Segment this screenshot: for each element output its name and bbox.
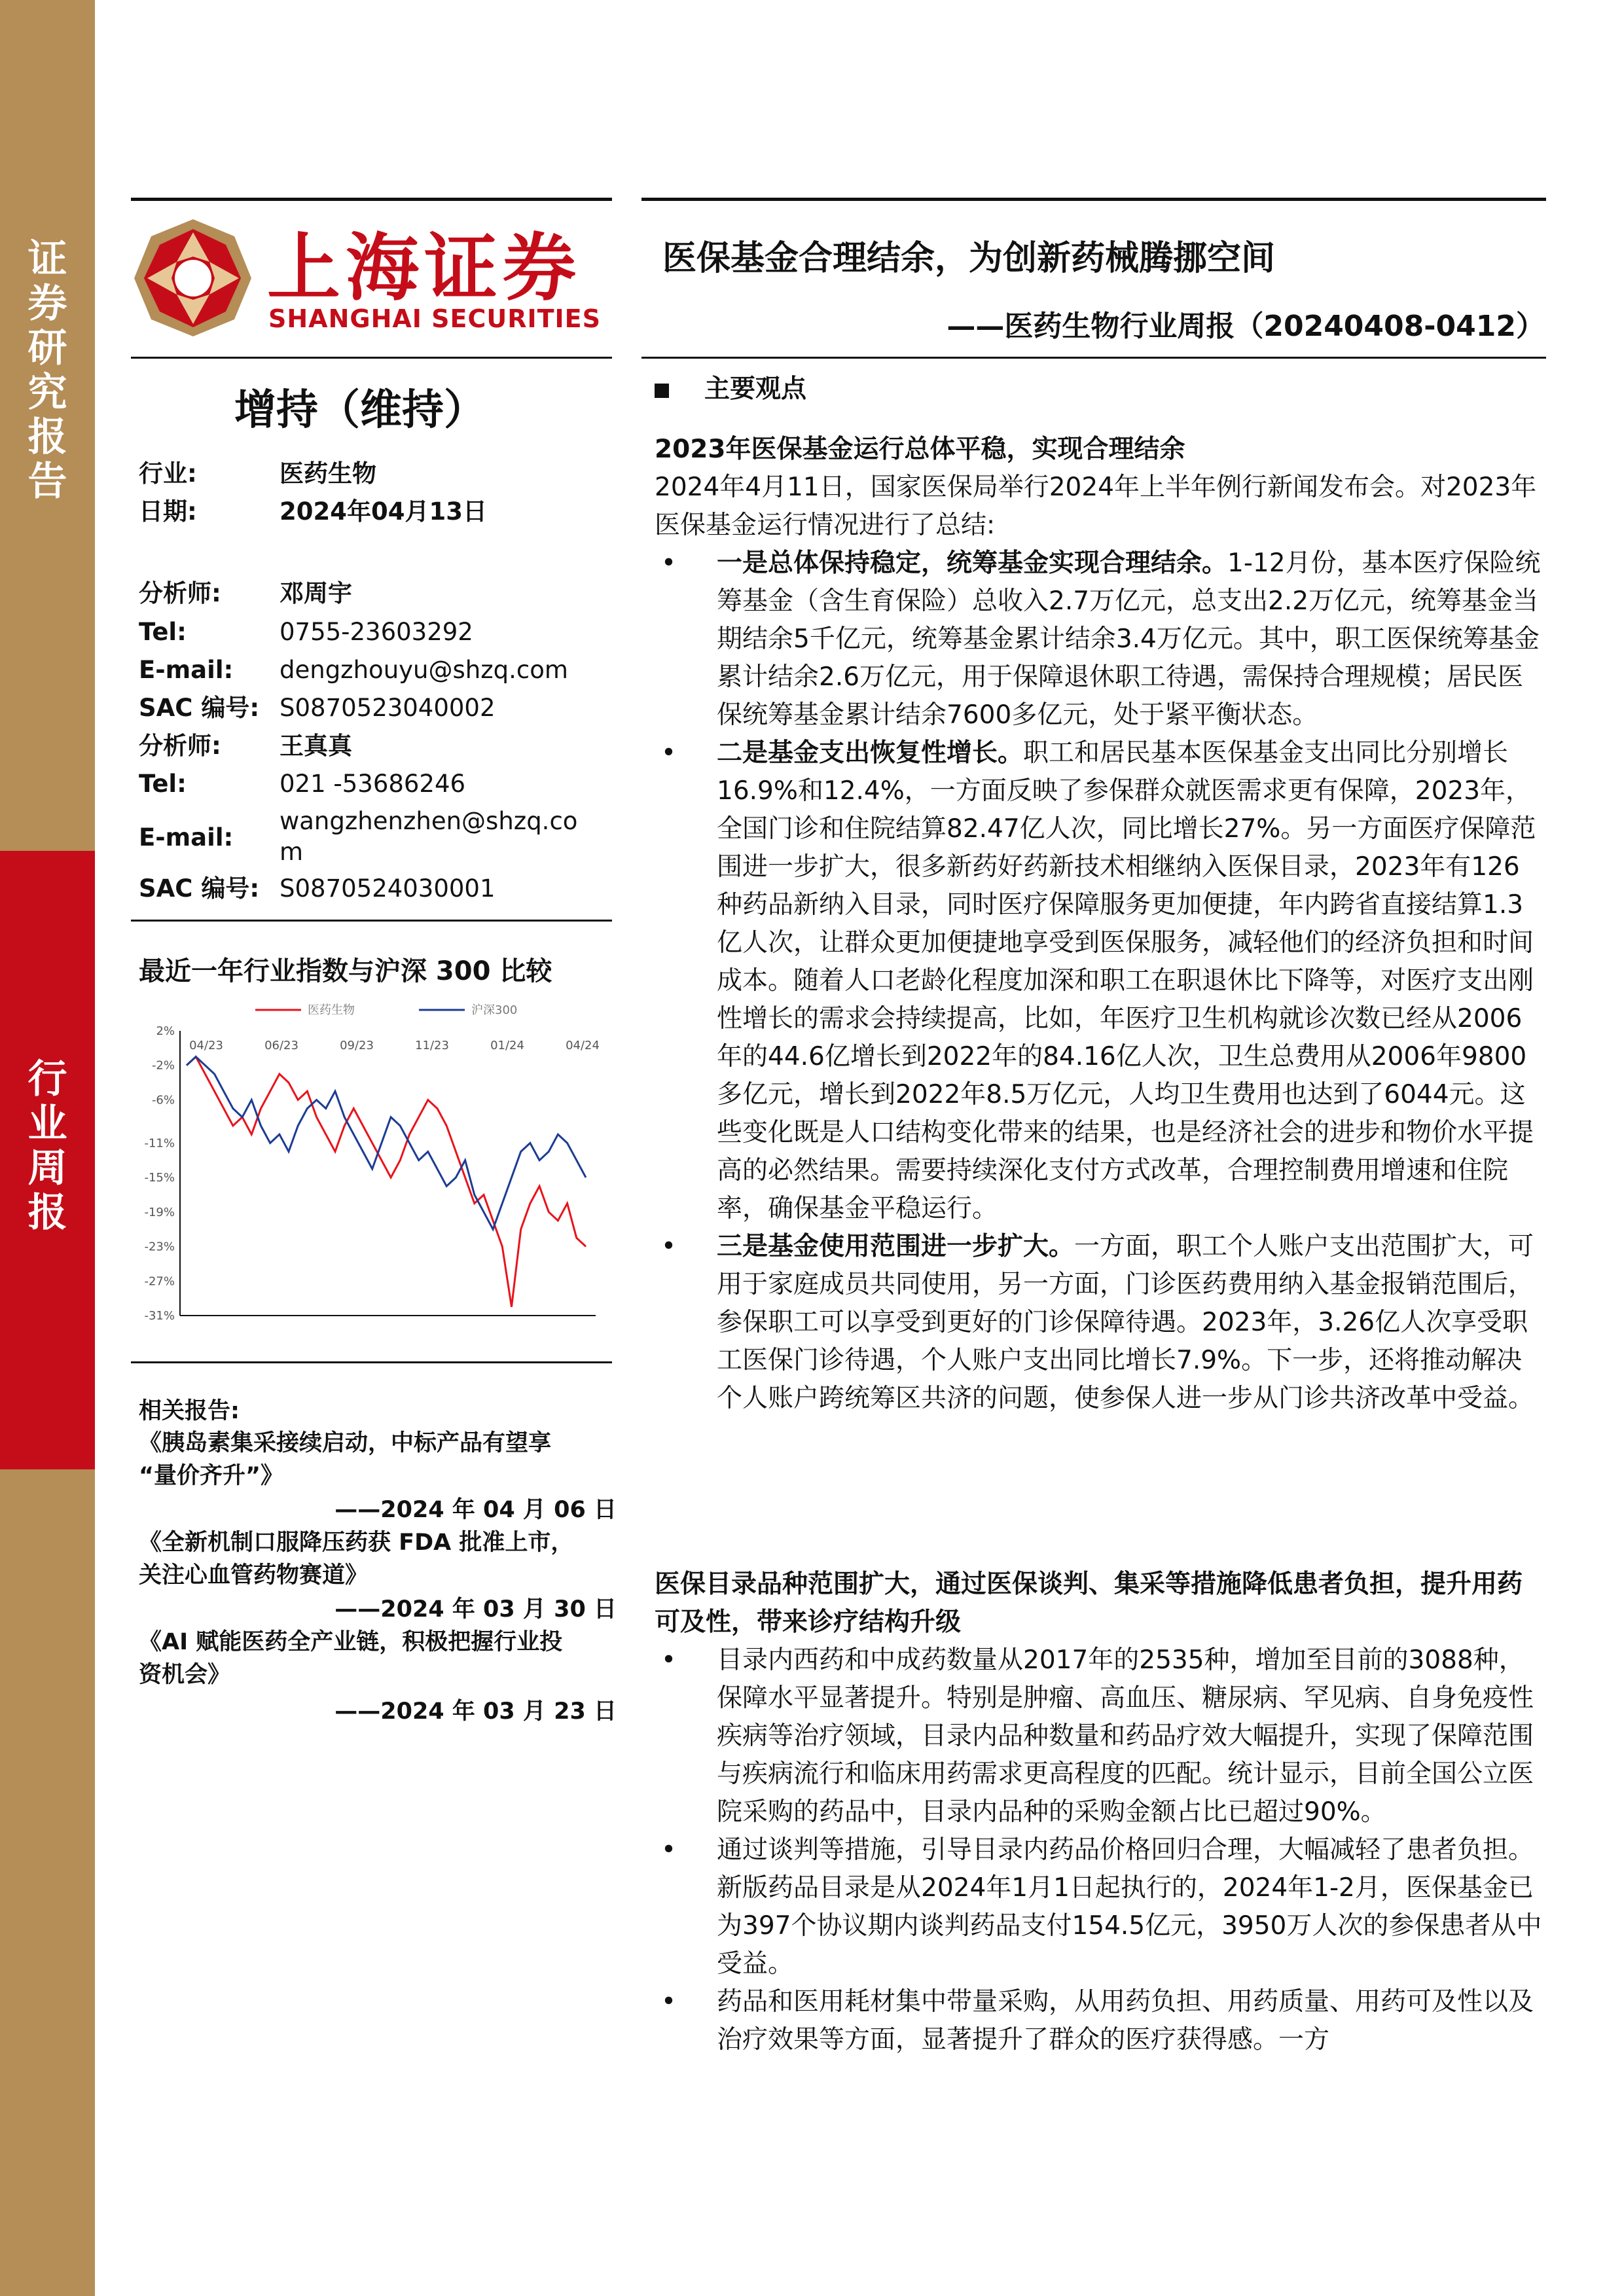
sac-label: SAC 编号: [139,694,260,722]
y-tick-label: -15% [144,1171,175,1185]
related-report-1-date: ——2024 年 04 月 06 日 [334,1497,617,1523]
sidebar-char: 业 [27,1101,67,1147]
sidebar-char: 券 [27,281,67,327]
tel-label: Tel: [139,770,187,798]
analyst-name: 邓周宇 [280,579,352,607]
section-2-bullet: • 通过谈判等措施，引导目录内药品价格回归合理，大幅减轻了患者负担。新版药品目录是从2024年1月1日起执行的，2024年1-2月，医保基金已为397个协议期内谈判药品支付154.5亿元，3950万人次的参保患者从中受益。 [655,1831,1545,1983]
email-value-line2[interactable]: m [280,838,304,866]
sidebar-top-label [0,237,95,504]
related-report-line: 《全新机制口服降压药获 FDA 批准上市， [139,1530,574,1556]
section-2-bullet: • 药品和医用耗材集中带量采购，从用药负担、用药质量、用药可及性以及治疗效果等方面，显著提升了群众的医疗获得感。一方 [655,1983,1545,2059]
sidebar-char: 报 [27,1190,67,1236]
sac-value: S0870523040002 [280,694,496,722]
y-tick-label: -31% [144,1309,175,1323]
chart-rule-top [131,920,612,922]
section-2-heading: 医保目录品种范围扩大，通过医保谈判、集采等措施降低患者负担，提升用药可及性，带来诊疗结构升级 [655,1570,1523,1637]
chart-title: 最近一年行业指数与沪深 300 比较 [139,956,552,986]
sac-label: SAC 编号: [139,874,260,903]
related-report-line: 资机会》 [139,1662,231,1688]
related-report-3-date: ——2024 年 03 月 23 日 [334,1698,617,1725]
tel-value: 0755-23603292 [280,618,473,646]
brand-name-cn: 上海证券 [267,226,581,311]
x-tick-label: 01/24 [490,1039,524,1052]
y-tick-label: -6% [151,1093,175,1107]
date-label: 日期: [139,497,197,526]
section-1-bullet [655,1228,1545,1418]
email-value[interactable]: dengzhouyu@shzq.com [280,656,568,684]
x-tick-label: 04/24 [566,1039,600,1052]
related-report-line: 《胰岛素集采接续启动，中标产品有望享 [139,1430,552,1456]
bullet-text: 1-12月份，基本医疗保险统筹基金（含生育保险）总收入2.7万亿元，总支出2.2万亿元，统筹基金当期结余5千亿元，统筹基金累计结余3.4万亿元。其中，职工医保统筹基金累计结余2.6万亿元，用于保障退休职工待遇，需保持合理规模；居民医保统筹基金累计结余7600多亿元，处于紧平衡状态。 [717,548,1541,730]
y-tick-label: -19% [144,1205,175,1219]
related-report-2-date: ——2024 年 03 月 30 日 [334,1596,617,1623]
related-report-line: “量价齐升”》 [139,1463,284,1489]
analyst-name-label: 分析师: [139,579,221,607]
report-title: 医保基金合理结余，为创新药械腾挪空间 [662,239,1276,278]
analyst-name: 王真真 [280,732,352,760]
sidebar-char: 周 [27,1145,67,1191]
index-comparison-chart [131,985,602,1338]
email-value-line1[interactable]: wangzhenzhen@shzq.co [280,807,578,835]
email-label: E-mail: [139,823,234,852]
top-rule-right [641,198,1546,201]
bullet-text: 一方面，职工个人账户支出范围扩大，可用于家庭成员共同使用，另一方面，门诊医药费用纳入基金报销范围后，参保职工可以享受到更好的门诊保障待遇。2023年，3.26亿人次享受职工医保门诊待遇，个人账户支出同比增长7.9%。下一步，还将推动解决个人账户跨统筹区共济的问题，使参保人进一步从门诊共济改革中受益。 [717,1232,1534,1413]
x-tick-label: 04/23 [189,1039,223,1052]
sidebar-char: 行 [27,1056,67,1102]
bullet-text: 职工和居民基本医保基金支出同比分别增长16.9%和12.4%，一方面反映了参保群众就医需求更有保障，2023年，全国门诊和住院结算82.47亿人次，同比增长27%。另一方面医疗保障范围进一步扩大，很多新药好药新技术相继纳入医保目录，2023年有126种药品新纳入目录，同时医疗保障服务更加便捷，年内跨省直接结算1.3亿人次，让群众更加便捷地享受到医保服务，减轻他们的经济负担和时间成本。随着人口老龄化程度加深和职工在职退休比下降等，对医疗支出刚性增长的需求会持续提高，比如，年医疗卫生机构就诊次数已经从2006年的44.6亿增长到2022年的84.16亿人次，卫生总费用从2006年9800多亿元，增长到2022年8.5万亿元，人均卫生费用也达到了6044元。这些变化既是人口结构变化带来的结果，也是经济社会的进步和物价水平提高的必然结果。需要持续深化支付方式改革，合理控制费用增速和住院率，确保基金平稳运行。 [717,738,1536,1223]
sidebar [0,0,95,2296]
square-bullet-icon [655,384,669,398]
sidebar-bottom-label [0,1057,95,1235]
related-report-line: 《AI 赋能医药全产业链，积极把握行业投 [139,1629,563,1655]
email-label: E-mail: [139,656,234,684]
section-1-bullet [655,545,1545,734]
sidebar-char: 证 [27,236,67,282]
section-1-intro: 2024年4月11日，国家医保局举行2024年上半年例行新闻发布会。对2023年医保基金运行情况进行了总结: [655,473,1537,540]
rating: 增持（维持） [234,386,486,435]
bullet-lead: 二是基金支出恢复性增长。 [717,738,1024,768]
tel-value: 021 -53686246 [280,770,466,798]
section-2-bullet: • 目录内西药和中成药数量从2017年的2535种，增加至目前的3088种，保障水平显著提升。特别是肿瘤、高血压、糖尿病、罕见病、自身免疫性疾病等治疗领域，目录内品种数量和药品疗效大幅提升，实现了保障范围与疾病流行和临床用药需求更高程度的匹配。统计显示，目前全国公立医院采购的药品中，目录内品种的采购金额占比已超过90%。 [655,1641,1545,1831]
sidebar-char: 报 [27,414,67,460]
sidebar-char: 告 [27,459,67,505]
key-points-heading [655,370,1545,408]
related-report-line: 关注心血管药物赛道》 [139,1562,369,1588]
x-tick-label: 09/23 [340,1039,374,1052]
legend-label: 沪深300 [471,1003,518,1017]
bullet-lead: 三是基金使用范围进一步扩大。 [717,1232,1075,1261]
header-rule-right [641,357,1546,359]
y-tick-label: -23% [144,1240,175,1254]
sidebar-char: 研 [27,325,67,371]
section-1-bullet [655,734,1545,1228]
related-report-2[interactable] [139,1526,617,1592]
section-2 [655,1566,1545,2059]
y-tick-label: 2% [156,1024,175,1038]
industry-value: 医药生物 [280,459,376,488]
tel-label: Tel: [139,618,187,646]
x-tick-label: 11/23 [415,1039,449,1052]
date-value: 2024年04月13日 [280,497,487,526]
shanghai-securities-logo-icon [131,216,255,340]
chart-rule-bottom [131,1361,612,1363]
related-report-3[interactable] [139,1626,617,1691]
top-rule-left [131,198,612,201]
sac-value: S0870524030001 [280,874,496,903]
series-line-csi300 [187,1057,586,1230]
industry-label: 行业: [139,459,197,488]
key-points-title: 主要观点 [704,374,807,404]
related-reports-heading: 相关报告: [139,1398,240,1424]
brand-name-en: SHANGHAI SECURITIES [268,304,602,333]
bullet-lead: 一是总体保持稳定，统筹基金实现合理结余。 [717,548,1228,578]
sidebar-char: 究 [27,370,67,416]
y-tick-label: -27% [144,1274,175,1289]
related-report-1[interactable] [139,1427,617,1492]
header-rule-left [131,357,612,359]
report-subtitle: ——医药生物行业周报（20240408-0412） [947,310,1545,343]
series-line-pharma [187,1057,586,1307]
analyst-name-label: 分析师: [139,732,221,760]
y-tick-label: -2% [151,1058,175,1073]
section-1-heading: 2023年医保基金运行总体平稳，实现合理结余 [655,435,1185,464]
section-1 [655,431,1545,1418]
legend-label: 医药生物 [308,1003,355,1017]
y-tick-label: -11% [144,1136,175,1151]
x-tick-label: 06/23 [264,1039,298,1052]
